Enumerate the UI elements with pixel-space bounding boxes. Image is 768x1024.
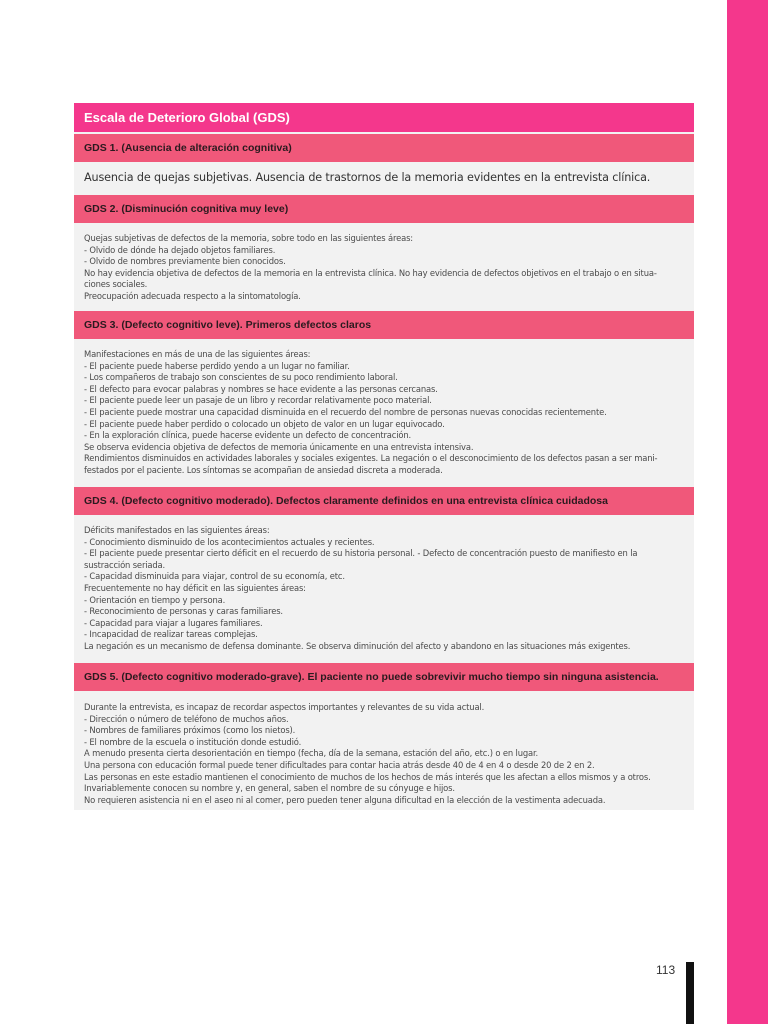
body-line: festados por el paciente. Los síntomas se acompañan de ansiedad discreta a moderada.	[84, 464, 443, 475]
body-line: No hay evidencia objetiva de defectos de la memoria en la entrevista clínica. No hay evidencia de defectos objetivos en el trabajo o en situa-	[84, 267, 657, 278]
side-accent-bar	[727, 0, 768, 1024]
page-number-rule	[686, 962, 694, 1024]
body-line: - El defecto para evocar palabras y nombres se hace evidente a las personas cercanas.	[84, 383, 438, 394]
section-header-gds3: GDS 3. (Defecto cognitivo leve). Primeros defectos claros	[74, 311, 694, 339]
body-line: - Capacidad disminuida para viajar, control de su economía, etc.	[84, 571, 345, 582]
body-line: Una persona con educación formal puede tener dificultades para contar hacia atrás desde 40 de 4 en 4 o desde 20 de 2 en 2.	[84, 759, 595, 770]
page-number: 113	[656, 963, 676, 977]
body-line: - El paciente puede haber perdido o colocado un objeto de valor en un lugar equivocado.	[84, 418, 445, 429]
body-line: - Dirección o número de teléfono de muchos años.	[84, 713, 289, 724]
section-body-gds4	[74, 515, 694, 661]
body-line: ciones sociales.	[84, 279, 148, 290]
body-line: A menudo presenta cierta desorientación en tiempo (fecha, día de la semana, estación del año, etc.) o en lugar.	[84, 748, 539, 759]
gds-table	[74, 103, 694, 810]
body-line: Invariablemente conocen su nombre y, en general, saben el nombre de su cónyuge e hijos.	[84, 783, 455, 794]
body-line: - Olvido de nombres previamente bien conocidos.	[84, 256, 286, 267]
body-line: - Los compañeros de trabajo son conscientes de su poco rendimiento laboral.	[84, 372, 398, 383]
body-line: Quejas subjetivas de defectos de la memoria, sobre todo en las siguientes áreas:	[84, 233, 413, 243]
body-line: Se observa evidencia objetiva de defectos de memoria únicamente en una entrevista intensiva.	[84, 441, 474, 452]
table-title: Escala de Deterioro Global (GDS)	[74, 103, 694, 132]
body-line: Déficits manifestados en las siguientes áreas:	[84, 525, 270, 535]
body-line: - En la exploración clínica, puede hacerse evidente un defecto de concentración.	[84, 430, 412, 441]
body-line: - Capacidad para viajar a lugares familiares.	[84, 617, 263, 628]
body-line: - Incapacidad de realizar tareas complejas.	[84, 629, 258, 640]
body-line: Preocupación adecuada respecto a la sintomatología.	[84, 290, 301, 301]
body-line: - Orientación en tiempo y persona.	[84, 594, 226, 605]
body-line: sustracción seriada.	[84, 559, 166, 570]
section-body-gds1	[74, 162, 694, 193]
body-line: Ausencia de quejas subjetivas. Ausencia de trastornos de la memoria evidentes en la entrevista clínica.	[84, 170, 651, 184]
section-header-gds2: GDS 2. (Disminución cognitiva muy leve)	[74, 195, 694, 223]
section-header-gds5: GDS 5. (Defecto cognitivo moderado-grave). El paciente no puede sobrevivir mucho tiempo sin ninguna asistencia.	[74, 663, 694, 691]
section-header-gds1: GDS 1. (Ausencia de alteración cognitiva)	[74, 134, 694, 162]
body-line: - Nombres de familiares próximos (como los nietos).	[84, 725, 296, 736]
body-line: Durante la entrevista, es incapaz de recordar aspectos importantes y relevantes de su vida actual.	[84, 702, 485, 712]
body-line: Rendimientos disminuidos en actividades laborales y sociales exigentes. La negación o el desconocimiento de los defectos pasan a ser mani-	[84, 453, 658, 464]
body-line: - Olvido de dónde ha dejado objetos familiares.	[84, 244, 276, 255]
body-line: Manifestaciones en más de una de las siguientes áreas:	[84, 349, 311, 359]
section-header-gds4: GDS 4. (Defecto cognitivo moderado). Defectos claramente definidos en una entrevista clínica cuidadosa	[74, 487, 694, 515]
body-line: Frecuentemente no hay déficit en las siguientes áreas:	[84, 582, 306, 593]
body-line: - El nombre de la escuela o institución donde estudió.	[84, 736, 302, 747]
body-line: - El paciente puede mostrar una capacidad disminuida en el recuerdo del nombre de personas nuevas conocidas recientemente.	[84, 406, 607, 417]
section-body-gds5	[74, 691, 694, 810]
body-line: - El paciente puede haberse perdido yendo a un lugar no familiar.	[84, 360, 350, 371]
body-line: Las personas en este estadio mantienen el conocimiento de muchos de los hechos de más interés que les afectan a ellos mismos y a otros.	[84, 771, 651, 782]
body-line: - Conocimiento disminuido de los acontecimientos actuales y recientes.	[84, 536, 375, 547]
section-body-gds3	[74, 339, 694, 485]
body-line: La negación es un mecanismo de defensa dominante. Se observa diminución del afecto y abandono en las situaciones más exigentes.	[84, 640, 631, 651]
section-body-gds2	[74, 223, 694, 309]
body-line: - El paciente puede presentar cierto déficit en el recuerdo de su historia personal. - Defecto de concentración puesto de manifiesto en la	[84, 548, 638, 559]
body-line: - Reconocimiento de personas y caras familiares.	[84, 606, 283, 617]
body-line: - El paciente puede leer un pasaje de un libro y recordar relativamente poco material.	[84, 395, 432, 406]
body-line: No requieren asistencia ni en el aseo ni al comer, pero pueden tener alguna dificultad en la elección de la vestimenta adecuada.	[84, 794, 606, 805]
